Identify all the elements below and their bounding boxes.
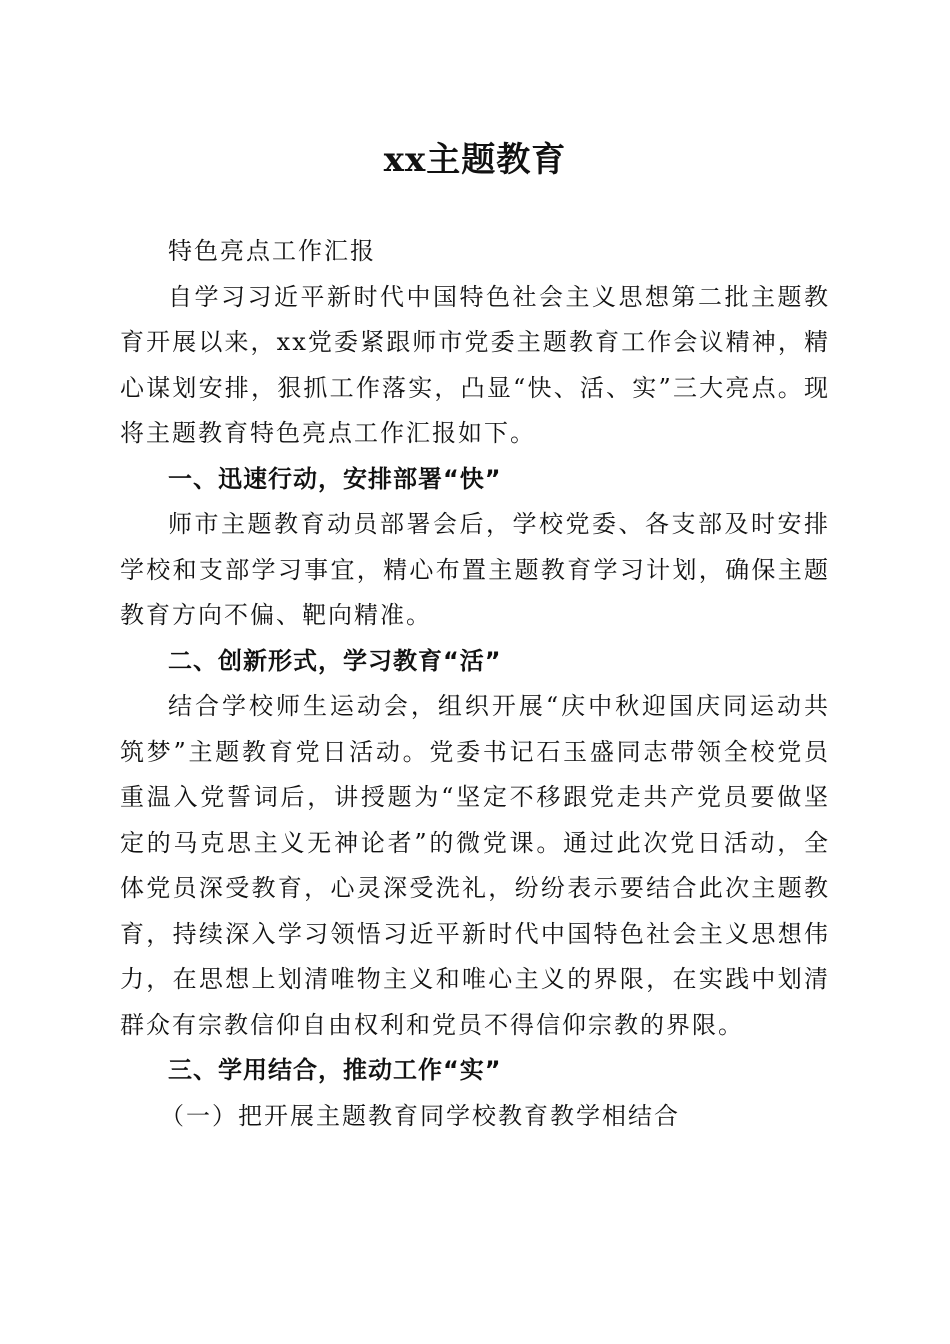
subsection-heading-3-1: （一）把开展主题教育同学校教育教学相结合 bbox=[160, 1101, 680, 1130]
document-body bbox=[120, 229, 830, 1139]
section-body-1: 师市主题教育动员部署会后，学校党委、各支部及时安排学校和支部学习事宜，精心布置主题教育学习计划，确保主题教育方向不偏、靶向精准。 bbox=[120, 510, 830, 629]
document-subtitle: 特色亮点工作汇报 bbox=[168, 237, 376, 265]
section-heading-3: 三、学用结合，推动工作“实” bbox=[168, 1056, 502, 1084]
section-heading-1: 一、迅速行动，安排部署“快” bbox=[168, 464, 502, 493]
intro-paragraph: 自学习习近平新时代中国特色社会主义思想第二批主题教育开展以来，xx党委紧跟师市党委主题教育工作会议精神，精心谋划安排，狠抓工作落实，凸显“快、活、实”三大亮点。现将主题教育特色亮点工作汇报如下。 bbox=[120, 282, 830, 447]
document-title: xx主题教育 bbox=[383, 140, 567, 180]
section-body-2: 结合学校师生运动会，组织开展“庆中秋迎国庆同运动共筑梦”主题教育党日活动。党委书记石玉盛同志带领全校党员重温入党誓词后，讲授题为“坚定不移跟党走共产党员要做坚定的马克思主义无神论者”的微党课。通过此次党日活动，全体党员深受教育，心灵深受洗礼，纷纷表示要结合此次主题教育，持续深入学习领悟习近平新时代中国特色社会主义思想伟力，在思想上划清唯物主义和唯心主义的界限，在实践中划清群众有宗教信仰自由权利和党员不得信仰宗教的界限。 bbox=[120, 692, 830, 1039]
section-heading-2: 二、创新形式，学习教育“活” bbox=[168, 646, 502, 675]
